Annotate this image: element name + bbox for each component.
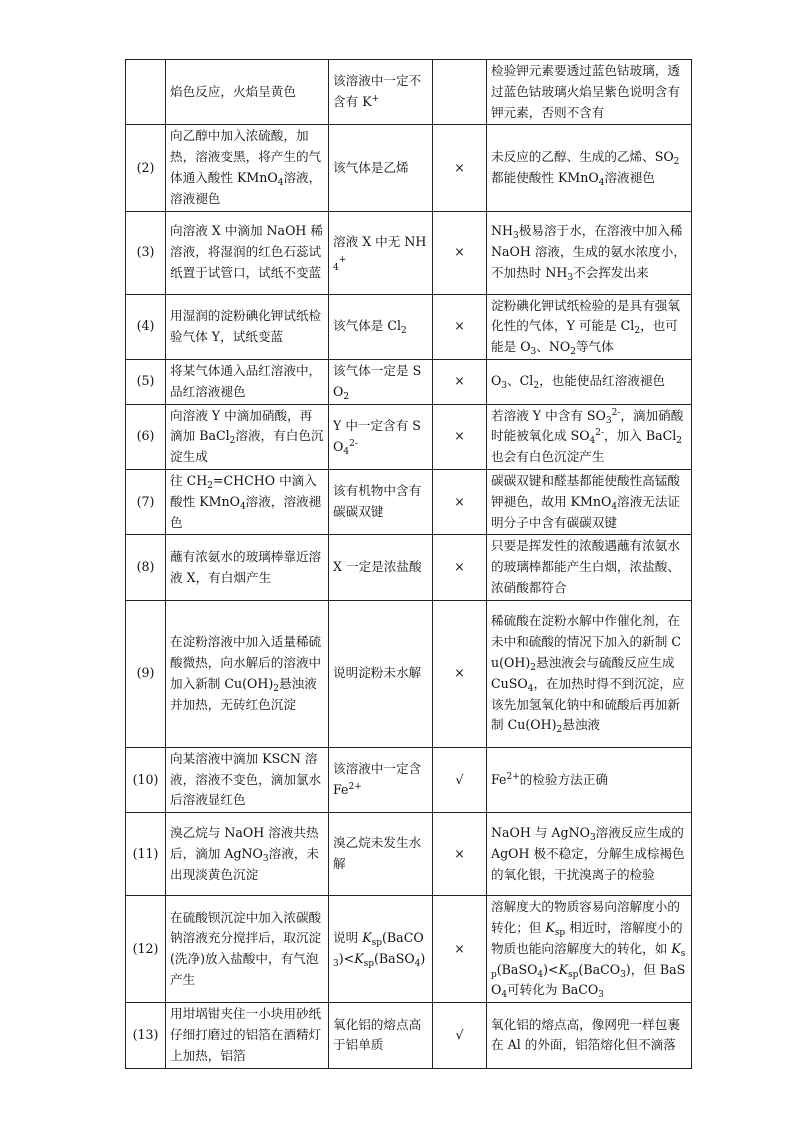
judgement-mark: × xyxy=(433,600,487,747)
judgement-mark: × xyxy=(433,404,487,469)
explanation-cell: 稀硫酸在淀粉水解中作催化剂，在未中和硫酸的情况下加入的新制 $Cu(OH)_2$悬浊液会与硫酸反应生成 CuSO$_4$，在加热时得不到沉淀，应该先加氢氧化钠中和硫酸后再加新制 $Cu(OH)_2$悬浊液 xyxy=(487,600,692,747)
table-row xyxy=(126,896,692,1003)
row-number: (7) xyxy=(126,469,166,534)
table-row xyxy=(126,1003,692,1068)
row-number: (10) xyxy=(126,747,166,812)
conclusion-cell: X 一定是浓盐酸 xyxy=(329,535,433,600)
explanation-cell: 碳碳双键和醛基都能使酸性高锰酸钾褪色，故用 KMnO$_4$溶液无法证明分子中含有碳碳双键 xyxy=(487,469,692,534)
table-row xyxy=(126,211,692,294)
operation-cell: 往 $CH_2=CHCHO$ 中滴入酸性 KMnO$_4$溶液，溶液褪色 xyxy=(166,469,329,534)
row-number: (11) xyxy=(126,813,166,896)
row-number: (8) xyxy=(126,535,166,600)
conclusion-cell: 氧化铝的熔点高于铝单质 xyxy=(329,1003,433,1068)
explanation-cell: $O_3$、$Cl_2$，也能使品红溶液褪色 xyxy=(487,359,692,404)
operation-cell: 在硫酸钡沉淀中加入浓碳酸钠溶液充分搅拌后，取沉淀(洗净)放入盐酸中，有气泡产生 xyxy=(166,896,329,1003)
experiment-table xyxy=(125,59,692,1069)
operation-cell: 用湿润的淀粉碘化钾试纸检验气体 Y，试纸变蓝 xyxy=(166,294,329,359)
explanation-cell: 淀粉碘化钾试纸检验的是具有强氧化性的气体，Y 可能是 $Cl_2$，也可能是 $O_3$、$NO_2$等气体 xyxy=(487,294,692,359)
table-row xyxy=(126,294,692,359)
conclusion-cell: Y 中一定含有 $SO_4^{2-}$ xyxy=(329,404,433,469)
row-number: (9) xyxy=(126,600,166,747)
conclusion-cell: 溴乙烷未发生水解 xyxy=(329,813,433,896)
judgement-mark: × xyxy=(433,125,487,211)
table-row xyxy=(126,600,692,747)
conclusion-cell: 溶液 X 中无 $NH_4^+$ xyxy=(329,211,433,294)
explanation-cell: 溶解度大的物质容易向溶解度小的转化；但 $K_{sp}$ 相近时，溶解度小的物质也能向溶解度大的转化，如 $K_{sp}(BaSO_4)<K_{sp}(BaCO_3)$，但 BaSO$_4$可转化为 BaCO$_3$ xyxy=(487,896,692,1003)
explanation-cell: 只要是挥发性的浓酸遇蘸有浓氨水的玻璃棒都能产生白烟，浓盐酸、浓硝酸都符合 xyxy=(487,535,692,600)
operation-cell: 焰色反应，火焰呈黄色 xyxy=(166,60,329,125)
row-number: (12) xyxy=(126,896,166,1003)
operation-cell: 蘸有浓氨水的玻璃棒靠近溶液 X，有白烟产生 xyxy=(166,535,329,600)
conclusion-cell: 说明 $K_{sp}(BaCO_3)<K_{sp}(BaSO_4)$ xyxy=(329,896,433,1003)
explanation-cell: 检验钾元素要透过蓝色钴玻璃，透过蓝色钴玻璃火焰呈紫色说明含有钾元素，否则不含有 xyxy=(487,60,692,125)
operation-cell: 向溶液 Y 中滴加硝酸，再滴加 BaCl$_2$溶液，有白色沉淀生成 xyxy=(166,404,329,469)
table-row xyxy=(126,535,692,600)
judgement-mark: × xyxy=(433,359,487,404)
table-row xyxy=(126,747,692,812)
explanation-cell: $NH_3$极易溶于水，在溶液中加入稀 NaOH 溶液，生成的氨水浓度小，不加热时 $NH_3$不会挥发出来 xyxy=(487,211,692,294)
table-row xyxy=(126,404,692,469)
explanation-cell: 若溶液 Y 中含有 $SO_3^{2-}$，滴加硝酸时能被氧化成 $SO_4^{2-}$，加入 BaCl$_2$也会有白色沉淀产生 xyxy=(487,404,692,469)
judgement-mark xyxy=(433,60,487,125)
conclusion-cell: 该气体一定是 $SO_2$ xyxy=(329,359,433,404)
table-row xyxy=(126,60,692,125)
conclusion-cell: 说明淀粉未水解 xyxy=(329,600,433,747)
row-number: (4) xyxy=(126,294,166,359)
conclusion-cell: 该气体是乙烯 xyxy=(329,125,433,211)
explanation-cell: NaOH 与 AgNO$_3$溶液反应生成的 AgOH 极不稳定，分解生成棕褐色的氧化银，干扰溴离子的检验 xyxy=(487,813,692,896)
row-number: (6) xyxy=(126,404,166,469)
table-row xyxy=(126,125,692,211)
judgement-mark: × xyxy=(433,469,487,534)
operation-cell: 用坩埚钳夹住一小块用砂纸仔细打磨过的铝箔在酒精灯上加热，铝箔 xyxy=(166,1003,329,1068)
judgement-mark: × xyxy=(433,535,487,600)
operation-cell: 向乙醇中加入浓硫酸，加热，溶液变黑，将产生的气体通入酸性 KMnO$_4$溶液，溶液褪色 xyxy=(166,125,329,211)
row-number xyxy=(126,60,166,125)
operation-cell: 溴乙烷与 NaOH 溶液共热后，滴加 AgNO$_3$溶液，未出现淡黄色沉淀 xyxy=(166,813,329,896)
operation-cell: 向溶液 X 中滴加 NaOH 稀溶液，将湿润的红色石蕊试纸置于试管口，试纸不变蓝 xyxy=(166,211,329,294)
judgement-mark: × xyxy=(433,294,487,359)
row-number: (5) xyxy=(126,359,166,404)
explanation-cell: 未反应的乙醇、生成的乙烯、$SO_2$都能使酸性 KMnO$_4$溶液褪色 xyxy=(487,125,692,211)
explanation-cell: 氧化铝的熔点高，像网兜一样包裹在 Al 的外面，铝箔熔化但不滴落 xyxy=(487,1003,692,1068)
explanation-cell: $Fe^{2+}$的检验方法正确 xyxy=(487,747,692,812)
judgement-mark: × xyxy=(433,813,487,896)
judgement-mark: × xyxy=(433,896,487,1003)
conclusion-cell: 该气体是 $Cl_2$ xyxy=(329,294,433,359)
conclusion-cell: 该有机物中含有碳碳双键 xyxy=(329,469,433,534)
operation-cell: 在淀粉溶液中加入适量稀硫酸微热，向水解后的溶液中加入新制 $Cu(OH)_2$悬浊液并加热，无砖红色沉淀 xyxy=(166,600,329,747)
conclusion-cell: 该溶液中一定不含有 K+ xyxy=(329,60,433,125)
table-row xyxy=(126,813,692,896)
operation-cell: 将某气体通入品红溶液中，品红溶液褪色 xyxy=(166,359,329,404)
judgement-mark: √ xyxy=(433,747,487,812)
table-row xyxy=(126,359,692,404)
conclusion-cell: 该溶液中一定含 $Fe^{2+}$ xyxy=(329,747,433,812)
judgement-mark: × xyxy=(433,211,487,294)
table-body xyxy=(126,60,692,1069)
row-number: (13) xyxy=(126,1003,166,1068)
operation-cell: 向某溶液中滴加 KSCN 溶液，溶液不变色，滴加氯水后溶液显红色 xyxy=(166,747,329,812)
row-number: (3) xyxy=(126,211,166,294)
row-number: (2) xyxy=(126,125,166,211)
table-row xyxy=(126,469,692,534)
judgement-mark: √ xyxy=(433,1003,487,1068)
